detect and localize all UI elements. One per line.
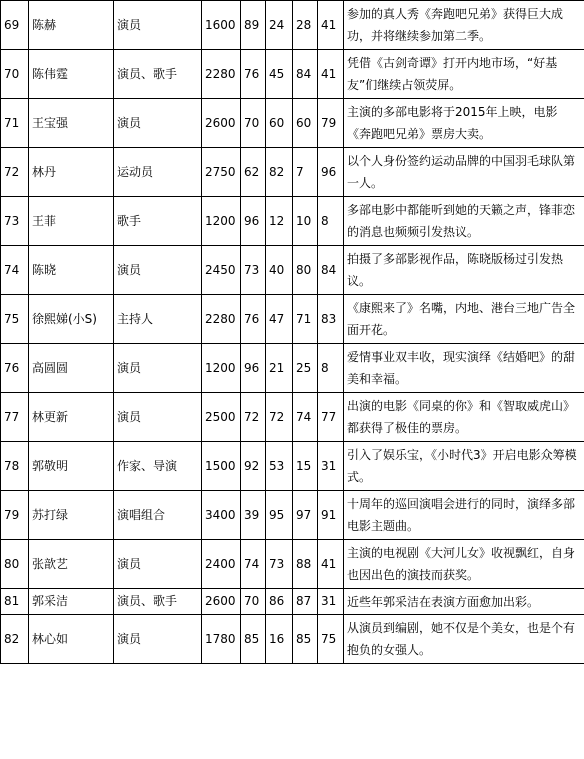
score-cell: 2400 <box>202 540 241 589</box>
name-cell: 王宝强 <box>29 99 114 148</box>
value-4-cell: 41 <box>318 1 344 50</box>
value-1-cell: 92 <box>241 442 266 491</box>
table-row <box>1 540 584 589</box>
value-3-cell: 10 <box>293 197 318 246</box>
rank-cell: 73 <box>1 197 29 246</box>
name-cell: 徐熙娣(小S) <box>29 295 114 344</box>
score-cell: 2750 <box>202 148 241 197</box>
name-cell: 高圆圆 <box>29 344 114 393</box>
rank-cell: 81 <box>1 589 29 615</box>
value-1-cell: 76 <box>241 295 266 344</box>
description-cell: 《康熙来了》名嘴，内地、港台三地广告全面开花。 <box>344 295 584 344</box>
name-cell: 陈赫 <box>29 1 114 50</box>
table-row <box>1 1 584 50</box>
occupation-cell: 演员 <box>114 246 202 295</box>
score-cell: 2280 <box>202 295 241 344</box>
value-3-cell: 7 <box>293 148 318 197</box>
value-3-cell: 74 <box>293 393 318 442</box>
description-cell: 引入了娱乐宝，《小时代3》开启电影众筹模式。 <box>344 442 584 491</box>
value-3-cell: 88 <box>293 540 318 589</box>
rank-cell: 82 <box>1 615 29 664</box>
value-1-cell: 73 <box>241 246 266 295</box>
value-2-cell: 72 <box>266 393 293 442</box>
description-cell: 参加的真人秀《奔跑吧兄弟》获得巨大成功，并将继续参加第二季。 <box>344 1 584 50</box>
value-3-cell: 60 <box>293 99 318 148</box>
value-1-cell: 96 <box>241 344 266 393</box>
occupation-cell: 主持人 <box>114 295 202 344</box>
value-3-cell: 71 <box>293 295 318 344</box>
description-cell: 拍摄了多部影视作品，陈晓版杨过引发热议。 <box>344 246 584 295</box>
table-row <box>1 99 584 148</box>
score-cell: 2600 <box>202 99 241 148</box>
score-cell: 1780 <box>202 615 241 664</box>
table-row <box>1 148 584 197</box>
value-1-cell: 70 <box>241 99 266 148</box>
description-cell: 凭借《古剑奇谭》打开内地市场，“好基友”们继续占领荧屏。 <box>344 50 584 99</box>
rank-cell: 69 <box>1 1 29 50</box>
occupation-cell: 演员 <box>114 344 202 393</box>
occupation-cell: 歌手 <box>114 197 202 246</box>
value-1-cell: 74 <box>241 540 266 589</box>
value-2-cell: 73 <box>266 540 293 589</box>
value-4-cell: 41 <box>318 540 344 589</box>
rank-cell: 74 <box>1 246 29 295</box>
table-row <box>1 50 584 99</box>
value-1-cell: 39 <box>241 491 266 540</box>
value-4-cell: 83 <box>318 295 344 344</box>
value-3-cell: 25 <box>293 344 318 393</box>
value-1-cell: 89 <box>241 1 266 50</box>
score-cell: 1200 <box>202 197 241 246</box>
rank-cell: 79 <box>1 491 29 540</box>
occupation-cell: 演唱组合 <box>114 491 202 540</box>
description-cell: 从演员到编剧，她不仅是个美女，也是个有抱负的女强人。 <box>344 615 584 664</box>
rank-cell: 71 <box>1 99 29 148</box>
value-4-cell: 31 <box>318 442 344 491</box>
description-cell: 主演的多部电影将于2015年上映，电影《奔跑吧兄弟》票房大卖。 <box>344 99 584 148</box>
score-cell: 1200 <box>202 344 241 393</box>
occupation-cell: 演员 <box>114 99 202 148</box>
value-2-cell: 60 <box>266 99 293 148</box>
table-row <box>1 615 584 664</box>
description-cell: 近些年郭采洁在表演方面愈加出彩。 <box>344 589 584 615</box>
occupation-cell: 运动员 <box>114 148 202 197</box>
value-2-cell: 95 <box>266 491 293 540</box>
rank-cell: 76 <box>1 344 29 393</box>
score-cell: 3400 <box>202 491 241 540</box>
description-cell: 出演的电影《同桌的你》和《智取威虎山》都获得了极佳的票房。 <box>344 393 584 442</box>
value-3-cell: 84 <box>293 50 318 99</box>
table-row <box>1 589 584 615</box>
rank-cell: 77 <box>1 393 29 442</box>
value-2-cell: 21 <box>266 344 293 393</box>
name-cell: 张歆艺 <box>29 540 114 589</box>
value-3-cell: 80 <box>293 246 318 295</box>
value-1-cell: 96 <box>241 197 266 246</box>
occupation-cell: 演员 <box>114 615 202 664</box>
value-3-cell: 85 <box>293 615 318 664</box>
value-4-cell: 8 <box>318 344 344 393</box>
value-4-cell: 91 <box>318 491 344 540</box>
value-2-cell: 82 <box>266 148 293 197</box>
name-cell: 陈伟霆 <box>29 50 114 99</box>
value-4-cell: 8 <box>318 197 344 246</box>
name-cell: 林更新 <box>29 393 114 442</box>
name-cell: 林心如 <box>29 615 114 664</box>
value-1-cell: 72 <box>241 393 266 442</box>
value-4-cell: 77 <box>318 393 344 442</box>
description-cell: 十周年的巡回演唱会进行的同时，演绎多部电影主题曲。 <box>344 491 584 540</box>
value-1-cell: 70 <box>241 589 266 615</box>
name-cell: 郭敬明 <box>29 442 114 491</box>
value-3-cell: 15 <box>293 442 318 491</box>
name-cell: 王菲 <box>29 197 114 246</box>
value-2-cell: 24 <box>266 1 293 50</box>
value-2-cell: 53 <box>266 442 293 491</box>
value-2-cell: 47 <box>266 295 293 344</box>
rank-cell: 78 <box>1 442 29 491</box>
value-3-cell: 28 <box>293 1 318 50</box>
table-row <box>1 442 584 491</box>
name-cell: 苏打绿 <box>29 491 114 540</box>
occupation-cell: 作家、导演 <box>114 442 202 491</box>
description-cell: 以个人身份签约运动品牌的中国羽毛球队第一人。 <box>344 148 584 197</box>
score-cell: 1600 <box>202 1 241 50</box>
value-1-cell: 85 <box>241 615 266 664</box>
name-cell: 林丹 <box>29 148 114 197</box>
value-4-cell: 96 <box>318 148 344 197</box>
rank-cell: 72 <box>1 148 29 197</box>
value-2-cell: 12 <box>266 197 293 246</box>
score-cell: 1500 <box>202 442 241 491</box>
description-cell: 爱情事业双丰收，现实演绎《结婚吧》的甜美和幸福。 <box>344 344 584 393</box>
value-4-cell: 75 <box>318 615 344 664</box>
rank-cell: 70 <box>1 50 29 99</box>
rank-cell: 75 <box>1 295 29 344</box>
value-2-cell: 40 <box>266 246 293 295</box>
description-cell: 主演的电视剧《大河儿女》收视飘红，自身也因出色的演技而获奖。 <box>344 540 584 589</box>
description-cell: 多部电影中都能听到她的天籁之声，锋菲恋的消息也频频引发热议。 <box>344 197 584 246</box>
score-cell: 2450 <box>202 246 241 295</box>
table-row <box>1 393 584 442</box>
value-2-cell: 16 <box>266 615 293 664</box>
value-2-cell: 45 <box>266 50 293 99</box>
table-row <box>1 246 584 295</box>
score-cell: 2500 <box>202 393 241 442</box>
value-4-cell: 31 <box>318 589 344 615</box>
occupation-cell: 演员 <box>114 540 202 589</box>
value-2-cell: 86 <box>266 589 293 615</box>
table-row <box>1 197 584 246</box>
rank-cell: 80 <box>1 540 29 589</box>
occupation-cell: 演员、歌手 <box>114 50 202 99</box>
name-cell: 陈晓 <box>29 246 114 295</box>
table-row <box>1 491 584 540</box>
score-cell: 2280 <box>202 50 241 99</box>
occupation-cell: 演员 <box>114 1 202 50</box>
occupation-cell: 演员、歌手 <box>114 589 202 615</box>
value-1-cell: 62 <box>241 148 266 197</box>
table-row <box>1 295 584 344</box>
value-3-cell: 97 <box>293 491 318 540</box>
table-row <box>1 344 584 393</box>
value-3-cell: 87 <box>293 589 318 615</box>
score-cell: 2600 <box>202 589 241 615</box>
value-1-cell: 76 <box>241 50 266 99</box>
value-4-cell: 41 <box>318 50 344 99</box>
value-4-cell: 84 <box>318 246 344 295</box>
value-4-cell: 79 <box>318 99 344 148</box>
name-cell: 郭采洁 <box>29 589 114 615</box>
occupation-cell: 演员 <box>114 393 202 442</box>
